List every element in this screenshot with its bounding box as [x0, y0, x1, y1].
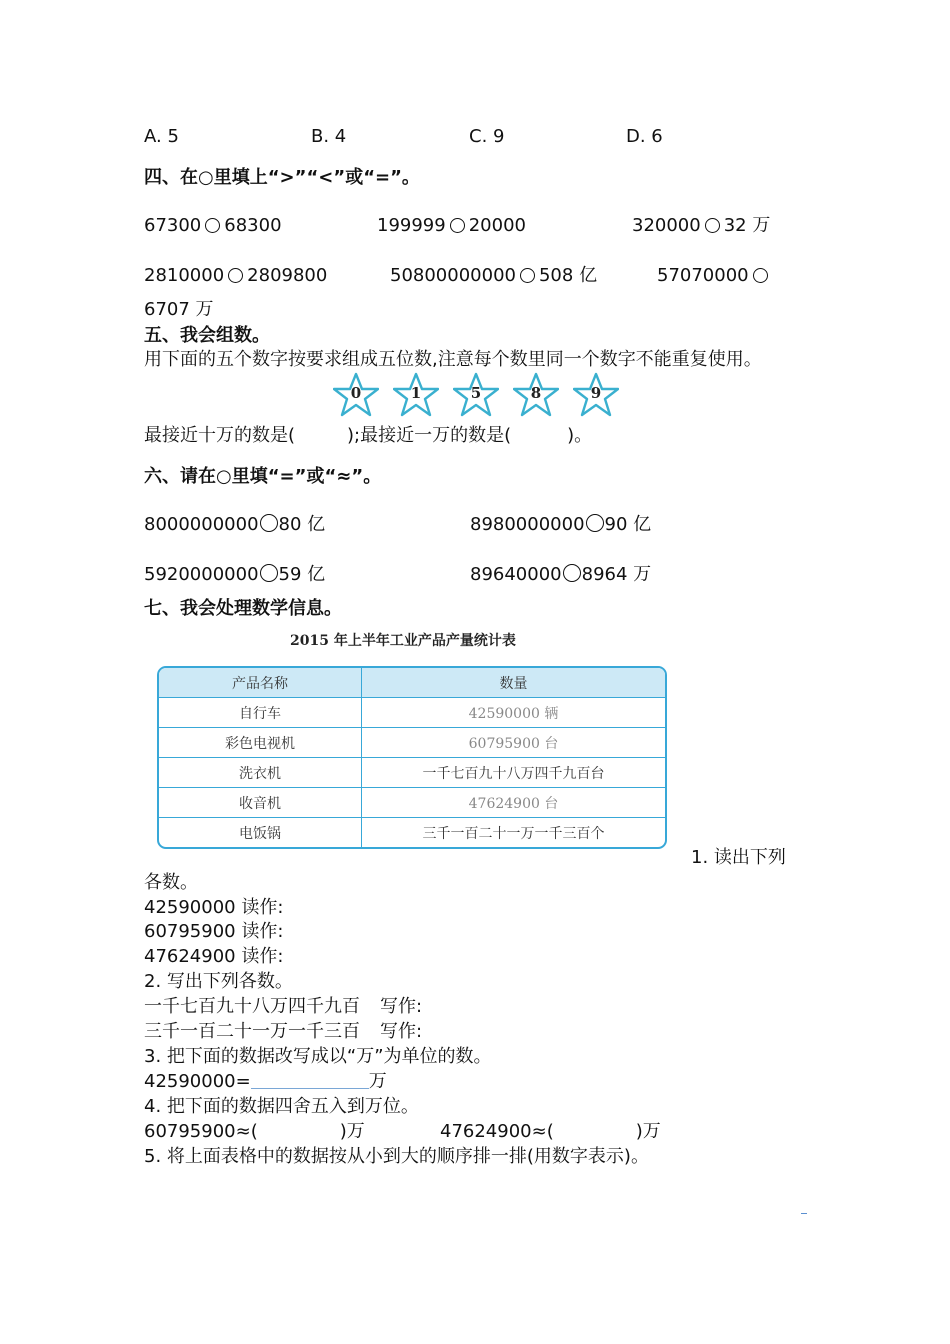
write-text: 三千一百二十一万一千三百 [144, 1021, 360, 1042]
approx-item [144, 563, 325, 587]
approx-left: 8980000000 [470, 514, 585, 535]
product-quantity: 42590000 辆 [362, 698, 665, 728]
table-row [159, 698, 665, 728]
convert-unit: 万 [368, 1071, 387, 1092]
option-a: A. 5 [144, 126, 179, 147]
option-c: C. 9 [469, 126, 505, 147]
option-d: D. 6 [626, 126, 663, 147]
star-digit-card [453, 372, 499, 418]
round-left: 47624900≈( [440, 1121, 554, 1142]
compose-q1: 最接近十万的数是( [144, 425, 296, 446]
table-header-cell: 数量 [362, 668, 665, 698]
read-item: 47624900 读作: [144, 946, 284, 967]
compare-item [144, 264, 327, 288]
compare-right: 508 亿 [538, 265, 598, 286]
decorative-mark [801, 1213, 807, 1214]
round-item [144, 1120, 365, 1144]
product-name: 收音机 [159, 788, 362, 818]
answer-circle[interactable] [520, 268, 535, 283]
approx-right: 59 亿 [278, 564, 326, 585]
write-item [144, 1020, 422, 1044]
compare-left: 57070000 [657, 265, 749, 286]
approx-item [470, 513, 651, 537]
question-1-heading-wrap: 各数。 [144, 872, 198, 893]
compose-question [144, 424, 592, 448]
compose-q2: );最接近一万的数是( [347, 425, 512, 446]
answer-circle[interactable] [450, 218, 465, 233]
compare-item [657, 264, 772, 288]
table-header-cell: 产品名称 [159, 668, 362, 698]
answer-circle[interactable] [228, 268, 243, 283]
approx-left: 5920000000 [144, 564, 259, 585]
compare-item [377, 214, 526, 238]
answer-circle[interactable] [260, 514, 278, 532]
approx-left: 8000000000 [144, 514, 259, 535]
question-5-heading: 5. 将上面表格中的数据按从小到大的顺序排一排(用数字表示)。 [144, 1146, 649, 1167]
production-table [157, 666, 667, 849]
star-digit: 0 [350, 384, 362, 402]
compare-left: 2810000 [144, 265, 225, 286]
product-name: 自行车 [159, 698, 362, 728]
section-6-title: 六、请在○里填“=”或“≈”。 [144, 466, 382, 487]
answer-circle[interactable] [586, 514, 604, 532]
compare-left: 50800000000 [390, 265, 516, 286]
table-row [159, 818, 665, 847]
star-digit-card [333, 372, 379, 418]
question-2-heading: 2. 写出下列各数。 [144, 971, 293, 992]
compare-right-wrapped: 6707 万 [144, 299, 214, 320]
product-name: 电饭锅 [159, 818, 362, 847]
approx-right: 8964 万 [581, 564, 652, 585]
answer-circle[interactable] [705, 218, 720, 233]
compare-item [390, 264, 597, 288]
approx-left: 89640000 [470, 564, 562, 585]
write-item [144, 995, 422, 1019]
section-7-title: 七、我会处理数学信息。 [144, 598, 342, 619]
product-quantity: 60795900 台 [362, 728, 665, 758]
write-suffix: 写作: [380, 996, 423, 1017]
question-1-heading: 1. 读出下列 [691, 847, 786, 868]
round-left: 60795900≈( [144, 1121, 258, 1142]
compare-item [632, 214, 770, 238]
product-quantity: 一千七百九十八万四千九百台 [362, 758, 665, 788]
answer-circle[interactable] [563, 564, 581, 582]
approx-item [470, 563, 651, 587]
write-suffix: 写作: [380, 1021, 423, 1042]
question-4-heading: 4. 把下面的数据四舍五入到万位。 [144, 1096, 419, 1117]
compare-item [144, 214, 282, 238]
compose-q3: )。 [567, 425, 593, 446]
answer-circle[interactable] [205, 218, 220, 233]
star-digit-card [393, 372, 439, 418]
convert-left: 42590000= [144, 1071, 251, 1092]
star-digit: 5 [470, 384, 482, 402]
read-item: 42590000 读作: [144, 897, 284, 918]
option-b: B. 4 [311, 126, 347, 147]
write-text: 一千七百九十八万四千九百 [144, 996, 360, 1017]
approx-right: 90 亿 [604, 514, 652, 535]
table-header-row [159, 668, 665, 698]
round-right: )万 [635, 1121, 661, 1142]
convert-item [144, 1070, 387, 1094]
answer-underline[interactable] [251, 1070, 369, 1089]
round-item [440, 1120, 661, 1144]
table-row [159, 728, 665, 758]
approx-right: 80 亿 [278, 514, 326, 535]
compare-left: 67300 [144, 215, 202, 236]
star-digit: 1 [410, 384, 422, 402]
table-row [159, 788, 665, 818]
compare-left: 199999 [377, 215, 446, 236]
compare-right: 20000 [468, 215, 526, 236]
section-4-title: 四、在○里填上“>”“<”或“=”。 [144, 167, 420, 188]
answer-circle[interactable] [260, 564, 278, 582]
compare-right: 32 万 [723, 215, 771, 236]
star-digit: 8 [530, 384, 542, 402]
read-item: 60795900 读作: [144, 921, 284, 942]
star-digit: 9 [590, 384, 602, 402]
product-name: 洗衣机 [159, 758, 362, 788]
product-name: 彩色电视机 [159, 728, 362, 758]
compare-left: 320000 [632, 215, 701, 236]
round-right: )万 [339, 1121, 365, 1142]
star-digit-card [573, 372, 619, 418]
table-row [159, 758, 665, 788]
star-digit-card [513, 372, 559, 418]
section-5-description: 用下面的五个数字按要求组成五位数,注意每个数里同一个数字不能重复使用。 [144, 349, 762, 370]
question-3-heading: 3. 把下面的数据改写成以“万”为单位的数。 [144, 1046, 492, 1067]
table-title: 2015 年上半年工业产品产量统计表 [290, 633, 516, 649]
product-quantity: 三千一百二十一万一千三百个 [422, 825, 605, 842]
compare-right: 68300 [224, 215, 282, 236]
section-5-title: 五、我会组数。 [144, 325, 270, 346]
answer-circle[interactable] [753, 268, 768, 283]
approx-item [144, 513, 325, 537]
product-quantity: 47624900 台 [362, 788, 665, 818]
compare-right: 2809800 [247, 265, 328, 286]
